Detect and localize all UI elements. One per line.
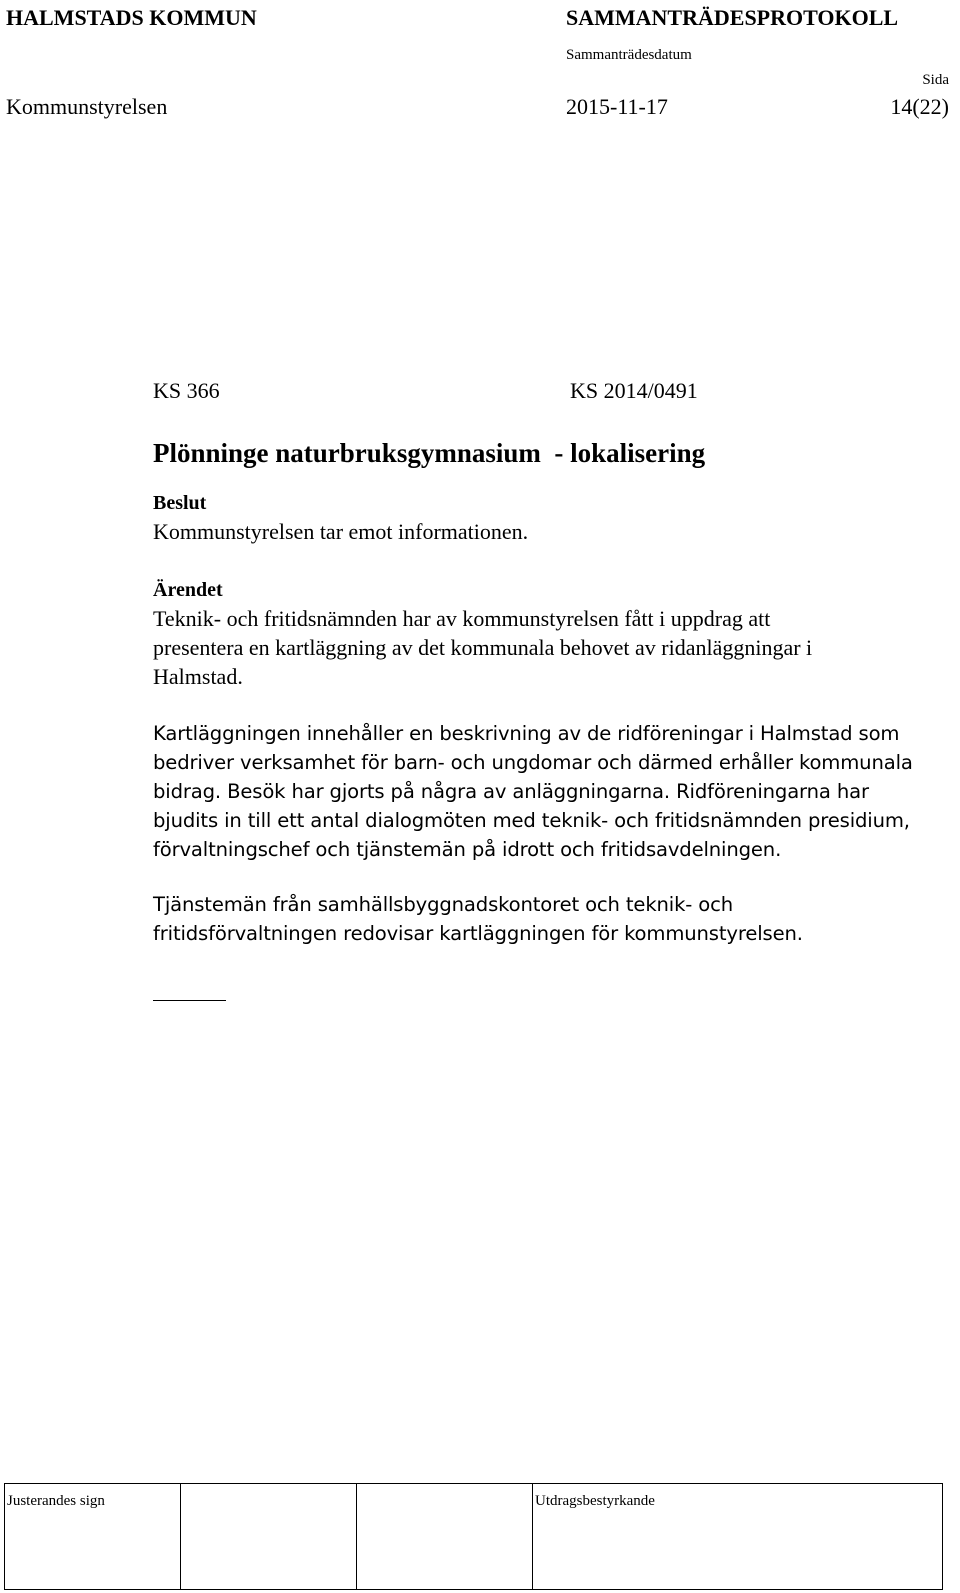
extract-certify-cell [533, 1484, 942, 1589]
meeting-date-label: Sammanträdesdatum [566, 47, 692, 63]
matter-paragraph-3 [153, 890, 943, 948]
decision-heading: Beslut [153, 492, 207, 514]
matter-heading: Ärendet [153, 579, 223, 601]
matter-para2-line: förvaltningschef och tjänstemän på idrott och fritidsavdelningen. [153, 838, 782, 861]
matter-section [153, 576, 943, 691]
diary-number: KS 2014/0491 [570, 378, 698, 403]
item-title: Plönninge naturbruksgymnasium - lokalisering [153, 438, 706, 468]
meeting-date: 2015-11-17 [566, 94, 668, 119]
matter-para2-line: Kartläggningen innehåller en beskrivning av de ridföreningar i Halmstad som [153, 722, 900, 745]
document-type: SAMMANTRÄDESPROTOKOLL [566, 5, 899, 30]
decision-section [153, 489, 943, 546]
decision-text: Kommunstyrelsen tar emot informationen. [153, 519, 529, 544]
matter-para3-line: Tjänstemän från samhällsbyggnadskontoret och teknik- och [153, 893, 734, 916]
page-number: 14(22) [890, 94, 949, 119]
paragraph-number: KS 366 [153, 378, 220, 403]
matter-para2-line: bidrag. Besök har gjorts på några av anläggningarna. Ridföreningarna har [153, 780, 869, 803]
organization-name: HALMSTADS KOMMUN [6, 5, 257, 30]
page-label: Sida [922, 72, 949, 88]
committee-name: Kommunstyrelsen [6, 94, 168, 119]
section-separator [153, 1000, 226, 1001]
matter-para1-line: presentera en kartläggning av det kommunala behovet av ridanläggningar i [153, 635, 813, 660]
matter-para3-line: fritidsförvaltningen redovisar kartläggningen för kommunstyrelsen. [153, 922, 803, 945]
signature-box [357, 1484, 533, 1589]
extract-certify-label: Utdragsbestyrkande [535, 1493, 655, 1509]
matter-para2-line: bedriver verksamhet för barn- och ungdomar och därmed erhåller kommunala [153, 751, 913, 774]
matter-para1-line: Halmstad. [153, 664, 243, 689]
matter-para1-line: Teknik- och fritidsnämnden har av kommunstyrelsen fått i uppdrag att [153, 606, 771, 631]
adjuster-sign-cell [5, 1484, 181, 1589]
matter-para2-line: bjudits in till ett antal dialogmöten med teknik- och fritidsnämnden presidium, [153, 809, 910, 832]
signature-box [181, 1484, 357, 1589]
signature-table [4, 1483, 943, 1590]
adjuster-sign-label: Justerandes sign [7, 1493, 105, 1509]
matter-paragraph-2 [153, 719, 943, 864]
